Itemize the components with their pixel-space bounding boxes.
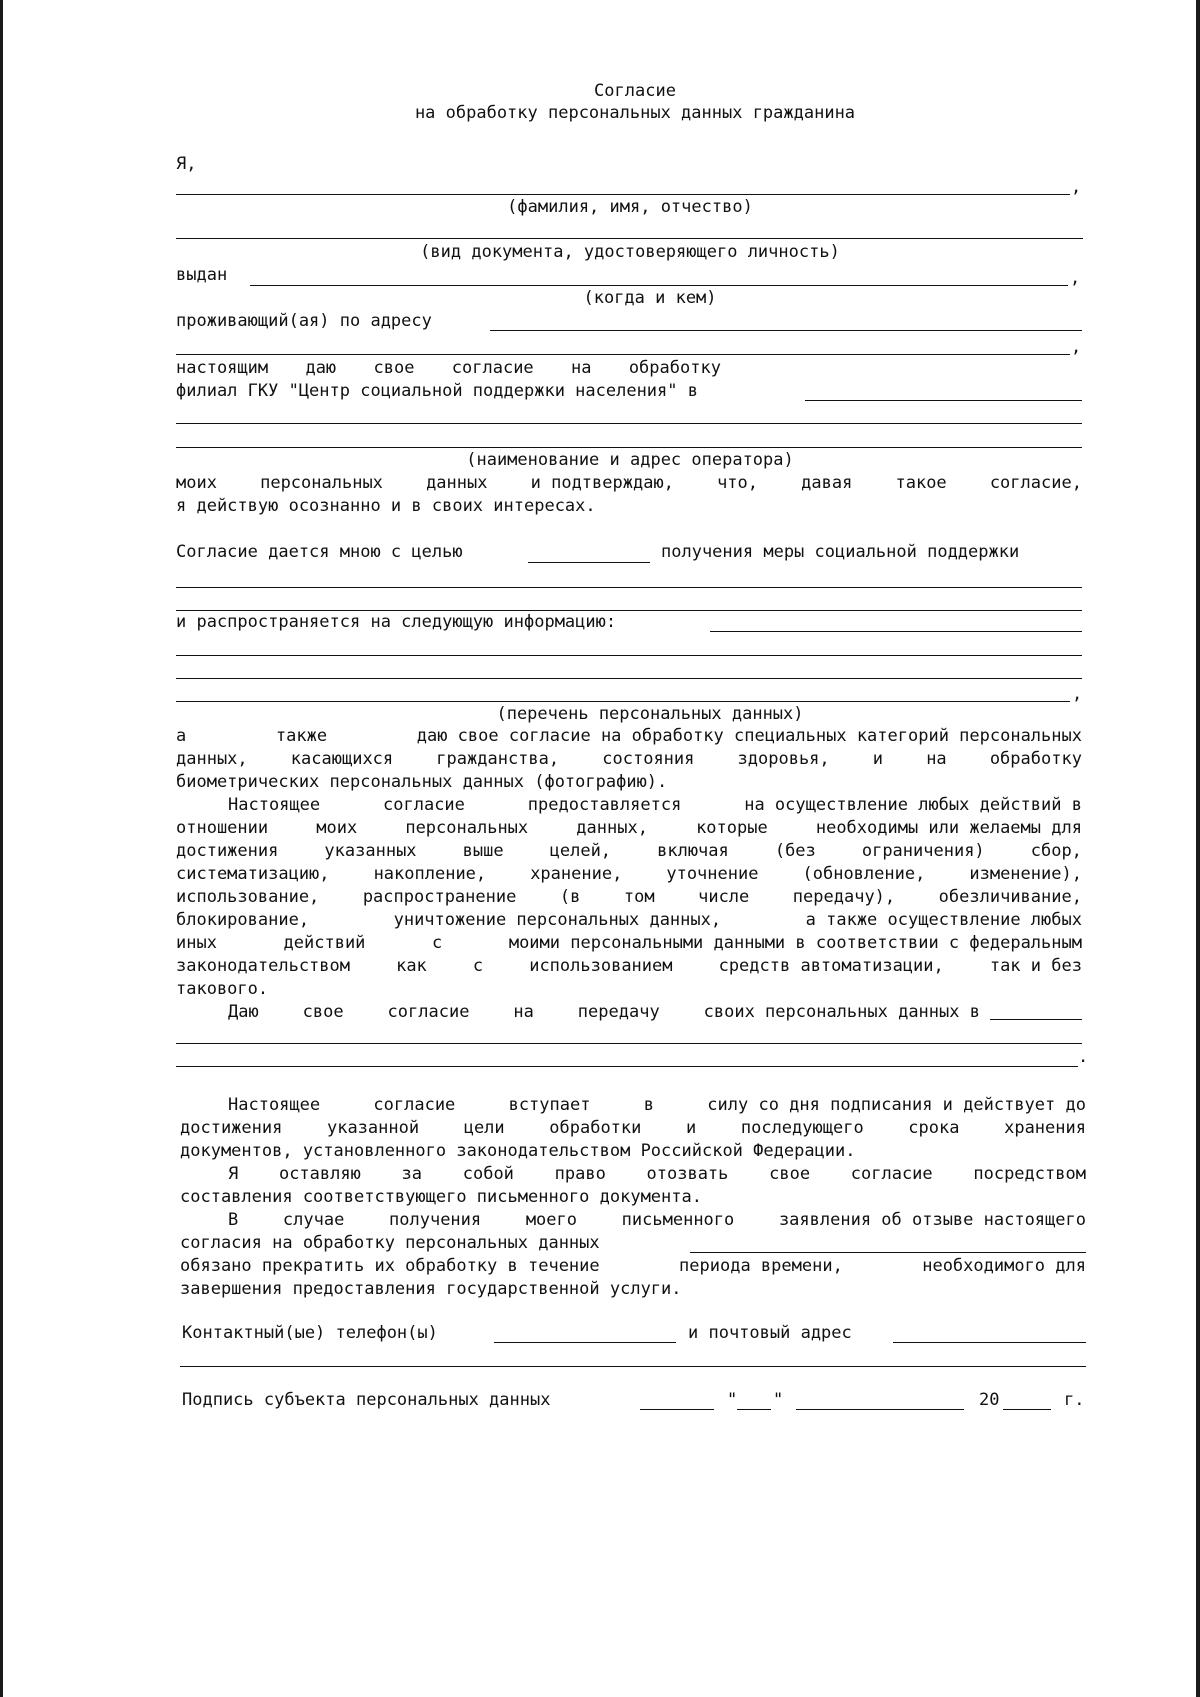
word: своих персональных данных в (703, 1002, 980, 1022)
case-line-3 (180, 1255, 1086, 1278)
fio-comma: , (1071, 177, 1082, 197)
info-comma: , (1072, 684, 1083, 704)
word: обработку (989, 749, 1082, 769)
word: согласие (451, 358, 534, 378)
info-field-line-2[interactable] (176, 655, 1082, 656)
word: случае (282, 1210, 345, 1230)
word: здоровья, (737, 749, 830, 769)
date-quote-open: " (727, 1390, 738, 1410)
word: на (571, 358, 592, 378)
word: состояния (602, 749, 695, 769)
word: которые (696, 818, 768, 838)
caption-data-list: (перечень персональных данных) (496, 704, 804, 724)
word: данных, (176, 749, 248, 769)
word: целей, (549, 841, 612, 861)
case-field-line[interactable] (690, 1252, 1086, 1253)
word: согласие (387, 1002, 470, 1022)
word: силу со дня подписания и действует до (707, 1095, 1086, 1115)
word: на (926, 749, 947, 769)
word: письменного (621, 1210, 735, 1230)
word: согласие (373, 1095, 456, 1115)
revoke-line-1 (228, 1163, 1086, 1186)
special-line-2 (176, 748, 1082, 771)
word: и подтверждаю, (530, 473, 674, 493)
word: блокирование, (176, 910, 310, 930)
label-residing: проживающий(ая) по адресу (176, 311, 432, 331)
word: (без (774, 841, 816, 861)
word: использование, (176, 887, 320, 907)
word: и (686, 1118, 697, 1138)
actions-line-4 (176, 863, 1082, 886)
word: уничтожение персональных данных, (393, 910, 722, 930)
word: обработки (549, 1118, 642, 1138)
purpose-label: Согласие дается мною с целью (176, 542, 463, 562)
word: Даю (228, 1002, 259, 1022)
actions-line-9: такового. (176, 979, 269, 999)
transfer-line (228, 1001, 980, 1024)
caption-document: (вид документа, удостоверяющего личность) (420, 242, 840, 262)
address-field-line-1[interactable] (490, 330, 1082, 331)
word: действий (283, 933, 366, 953)
word: том (623, 887, 655, 907)
operator-field-line-3[interactable] (176, 447, 1082, 448)
validity-line-3: документов, установленного законодательством Российской Федерации. (180, 1141, 856, 1161)
word: передачу (577, 1002, 660, 1022)
word: цели (463, 1118, 505, 1138)
word: использованием (529, 956, 673, 976)
word: отозвать (646, 1164, 729, 1184)
word: Я (228, 1164, 239, 1184)
word: отношении (176, 818, 269, 838)
validity-line-2 (180, 1117, 1086, 1140)
word: накопление, (373, 864, 487, 884)
issued-field-line[interactable] (250, 285, 1068, 286)
word: указанной (326, 1118, 420, 1138)
word: право (554, 1164, 606, 1184)
word: с (432, 933, 443, 953)
case-line-4: завершения предоставления государственной услуги. (180, 1279, 682, 1299)
transfer-period: . (1078, 1047, 1089, 1067)
revoke-line-2: составления соответствующего письменного документа. (180, 1187, 702, 1207)
postal-field-line-2[interactable] (180, 1366, 1086, 1367)
word: касающихся (290, 749, 394, 769)
word: моими персональными данными в соответствии с федеральным (508, 933, 1082, 953)
word: изменение), (969, 864, 1082, 884)
actions-line-6 (176, 909, 1082, 932)
signature-label: Подпись субъекта персональных данных (182, 1390, 551, 1410)
info-label: и распространяется на следующую информацию: (176, 612, 617, 632)
word: необходимого для (922, 1256, 1086, 1276)
word: срока (908, 1118, 960, 1138)
word: законодательством (176, 956, 350, 976)
word: В (228, 1210, 239, 1230)
postal-label: и почтовый адрес (688, 1323, 852, 1343)
word: оставляю (278, 1164, 361, 1184)
document-subtitle: на обработку персональных данных гражданина (414, 103, 856, 123)
purpose-field-line-1[interactable] (176, 587, 1082, 588)
word: свое (373, 358, 415, 378)
word: числе (698, 887, 750, 907)
word: что, (717, 473, 759, 493)
info-field-line-1[interactable] (710, 631, 1082, 632)
actions-line-5 (176, 886, 1082, 909)
word: данных, (576, 818, 648, 838)
word: давая (801, 473, 853, 493)
word: в (643, 1095, 654, 1115)
word: а (176, 726, 187, 746)
transfer-field-line-3[interactable] (176, 1066, 1078, 1067)
word: хранения (1004, 1118, 1086, 1138)
special-line-1 (176, 725, 1082, 748)
signature-field-line[interactable] (640, 1409, 714, 1410)
word: даю (305, 358, 337, 378)
document-title: Согласие (594, 81, 676, 101)
intro-pronoun: Я, (176, 154, 197, 174)
word: вступает (508, 1095, 591, 1115)
word: передачу), (792, 887, 896, 907)
word: ограничения) (861, 841, 985, 861)
word: и (872, 749, 884, 769)
word: обработку (628, 358, 721, 378)
word: на (513, 1002, 534, 1022)
actions-line-3 (176, 840, 1082, 863)
operator-name-text: филиал ГКУ "Центр социальной поддержки населения" в (176, 381, 698, 401)
phone-field-line[interactable] (494, 1342, 676, 1343)
day-field-line[interactable] (737, 1409, 771, 1410)
word: моих (176, 473, 217, 493)
year-suffix: г. (1064, 1390, 1085, 1410)
purpose-short-field[interactable] (528, 562, 650, 563)
word: средств автоматизации, (718, 956, 944, 976)
word: получения (389, 1210, 482, 1230)
case-line-2: согласия на обработку персональных данных (180, 1233, 600, 1253)
actions-line-2 (176, 817, 1082, 840)
scan-edge-left (0, 0, 3, 1697)
word: хранение, (530, 864, 623, 884)
scan-edge-right (1196, 0, 1200, 1697)
word: с (472, 956, 484, 976)
word: периода времени, (679, 1256, 843, 1276)
word: заявления об отзыве настоящего (778, 1210, 1086, 1230)
date-quote-close: " (773, 1390, 784, 1410)
word: как (396, 956, 427, 976)
word: достижения (180, 1118, 283, 1138)
word: персональных (260, 473, 383, 493)
consent-statement-line (176, 357, 721, 380)
case-line-1 (228, 1209, 1086, 1232)
year-prefix: 20 (979, 1390, 1000, 1410)
word: моих (316, 818, 358, 838)
word: достижения (176, 841, 279, 861)
word: свое (302, 1002, 344, 1022)
document-field-line[interactable] (176, 238, 1083, 239)
contacts-label: Контактный(ые) телефон(ы) (182, 1323, 438, 1343)
word: согласие (850, 1164, 933, 1184)
word: моего (525, 1210, 577, 1230)
word: выше (462, 841, 504, 861)
word: (обновление, (802, 864, 926, 884)
word: даю свое согласие на обработку специальных категорий персональных (416, 726, 1082, 746)
special-line-3: биометрических персональных данных (фотографию). (176, 772, 668, 792)
word: иных (176, 933, 217, 953)
purpose-text: получения меры социальной поддержки (661, 542, 1020, 562)
word: настоящим (176, 358, 269, 378)
word: Настоящее (228, 795, 321, 815)
word: свое (769, 1164, 811, 1184)
word: включая (657, 841, 729, 861)
word: Настоящее (228, 1095, 321, 1115)
actions-line-1 (228, 794, 1082, 817)
word: а также осуществление любых (805, 910, 1082, 930)
word: сбор, (1030, 841, 1082, 861)
caption-when-by-whom: (когда и кем) (583, 288, 717, 308)
word: так и без (989, 956, 1082, 976)
operator-field-line-1[interactable] (805, 400, 1082, 401)
word: систематизацию, (176, 864, 330, 884)
word: распространение (362, 887, 517, 907)
word: последующего (740, 1118, 864, 1138)
info-field-line-3[interactable] (176, 678, 1082, 679)
postal-field-line-1[interactable] (893, 1342, 1086, 1343)
word: за (401, 1164, 423, 1184)
word: посредством (973, 1164, 1086, 1184)
word: уточнение (666, 864, 759, 884)
validity-line-1 (228, 1094, 1086, 1117)
issued-comma: , (1070, 268, 1081, 288)
transfer-field-line-2[interactable] (176, 1043, 1082, 1044)
year-field-line[interactable] (1003, 1409, 1051, 1410)
own-data-line (176, 472, 1082, 495)
info-field-line-4[interactable] (176, 701, 1070, 702)
word: (в (559, 887, 581, 907)
word: персональных (405, 818, 529, 838)
fio-field-line[interactable] (176, 194, 1070, 195)
month-field-line[interactable] (796, 1409, 964, 1410)
word: гражданства, (436, 749, 560, 769)
word: согласие, (989, 473, 1082, 493)
address-field-line-2[interactable] (176, 354, 1070, 355)
actions-line-8 (176, 955, 1082, 978)
word: предоставляется (527, 795, 682, 815)
word: собой (462, 1164, 514, 1184)
own-data-line-2: я действую осознанно и в своих интересах. (176, 496, 596, 516)
address-comma: , (1071, 337, 1082, 357)
label-issued: выдан (176, 265, 228, 285)
caption-fio: (фамилия, имя, отчество) (507, 197, 753, 217)
word: такое (895, 473, 947, 493)
transfer-field-line-1[interactable] (990, 1019, 1082, 1020)
word: на осуществление любых действий в (744, 795, 1082, 815)
word: данных (426, 473, 488, 493)
actions-line-7 (176, 932, 1082, 955)
operator-field-line-2[interactable] (176, 423, 1082, 424)
word: необходимы или желаемы для (815, 818, 1082, 838)
word: обязано прекратить их обработку в течение (180, 1256, 600, 1276)
word: согласие (383, 795, 465, 815)
word: обезличивание, (938, 887, 1082, 907)
word: указанных (324, 841, 417, 861)
word: также (275, 726, 328, 746)
caption-operator: (наименование и адрес оператора) (466, 450, 794, 470)
